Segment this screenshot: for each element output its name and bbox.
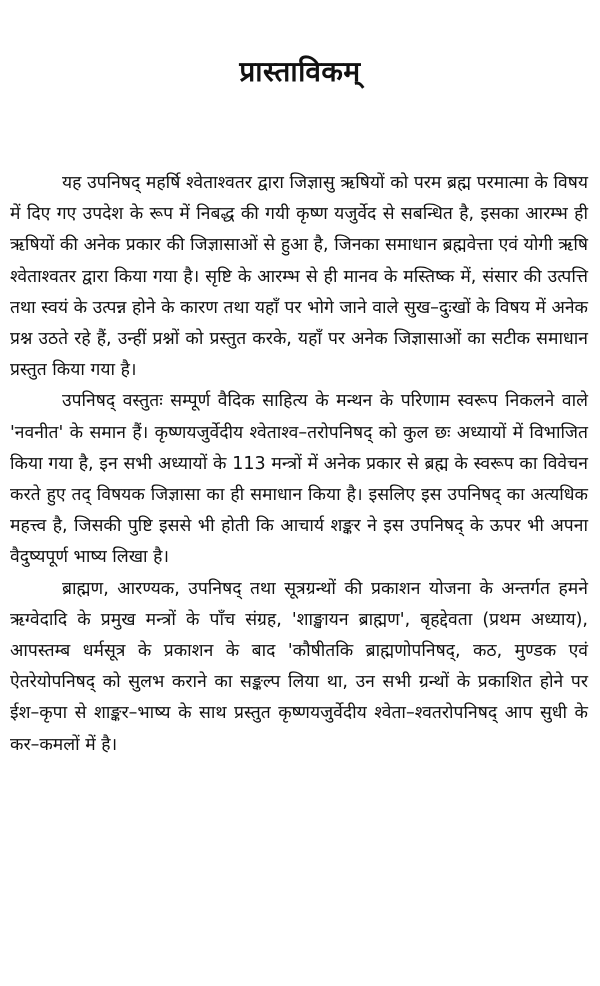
body-text <box>10 168 588 761</box>
paragraph-3: ब्राह्मण, आरण्यक, उपनिषद् तथा सूत्रग्रन्थों की प्रकाशन योजना के अन्तर्गत हमने ऋग्वेदादि के प्रमुख मन्त्रों के पाँच संग्रह, 'शाङ्खायन ब्राह्मण', बृहद्देवता (प्रथम अध्याय), आपस्तम्ब धर्मसूत्र के प्रकाशन के बाद 'कौषीतकि ब्राह्मणोपनिषद्, कठ, मुण्डक एवं ऐतरेयोपनिषद् को सुलभ कराने का सङ्कल्प लिया था, उन सभी ग्रन्थों के प्रकाशित होने पर ईश–कृपा से शाङ्कर–भाष्य के साथ प्रस्तुत कृष्णयजुर्वेदीय श्वेता–श्वतरोपनिषद् आप सुधी के कर–कमलों में है। <box>10 578 588 755</box>
page-title: प्रास्ताविकम् <box>239 55 361 88</box>
paragraph-2: उपनिषद् वस्तुतः सम्पूर्ण वैदिक साहित्य के मन्थन के परिणाम स्वरूप निकलने वाले 'नवनीत' के समान हैं। कृष्णयजुर्वेदीय श्वेताश्व–तरोपनिषद् को कुल छः अध्यायों में विभाजित किया गया है, इन सभी अध्यायों के 113 मन्त्रों में अनेक प्रकार से ब्रह्म के स्वरूप का विवेचन करते हुए तद् विषयक जिज्ञासा का ही समाधान किया है। इसलिए इस उपनिषद् का अत्यधिक महत्त्व है, जिसकी पुष्टि इससे भी होती कि आचार्य शङ्कर ने इस उपनिषद् के ऊपर भी अपना वैदुष्यपूर्ण भाष्य लिखा है। <box>10 391 588 568</box>
paragraph-1: यह उपनिषद् महर्षि श्वेताश्वतर द्वारा जिज्ञासु ऋषियों को परम ब्रह्म परमात्मा के विषय में दिए गए उपदेश के रूप में निबद्ध की गयी कृष्ण यजुर्वेद से सबन्धित है, इसका आरम्भ ही ऋषियों की अनेक प्रकार की जिज्ञासाओं से हुआ है, जिनका समाधान ब्रह्मवेत्ता एवं योगी ऋषि श्वेताश्वतर द्वारा किया गया है। सृष्टि के आरम्भ से ही मानव के मस्तिष्क में, संसार की उत्पत्ति तथा स्वयं के उत्पन्न होने के कारण तथा यहाँ पर भोगे जाने वाले सुख–दुःखों के विषय में अनेक प्रश्न उठते रहे हैं, उन्हीं प्रश्नों को प्रस्तुत करके, यहाँ पर अनेक जिज्ञासाओं का सटीक समाधान प्रस्तुत किया गया है। <box>10 173 588 381</box>
